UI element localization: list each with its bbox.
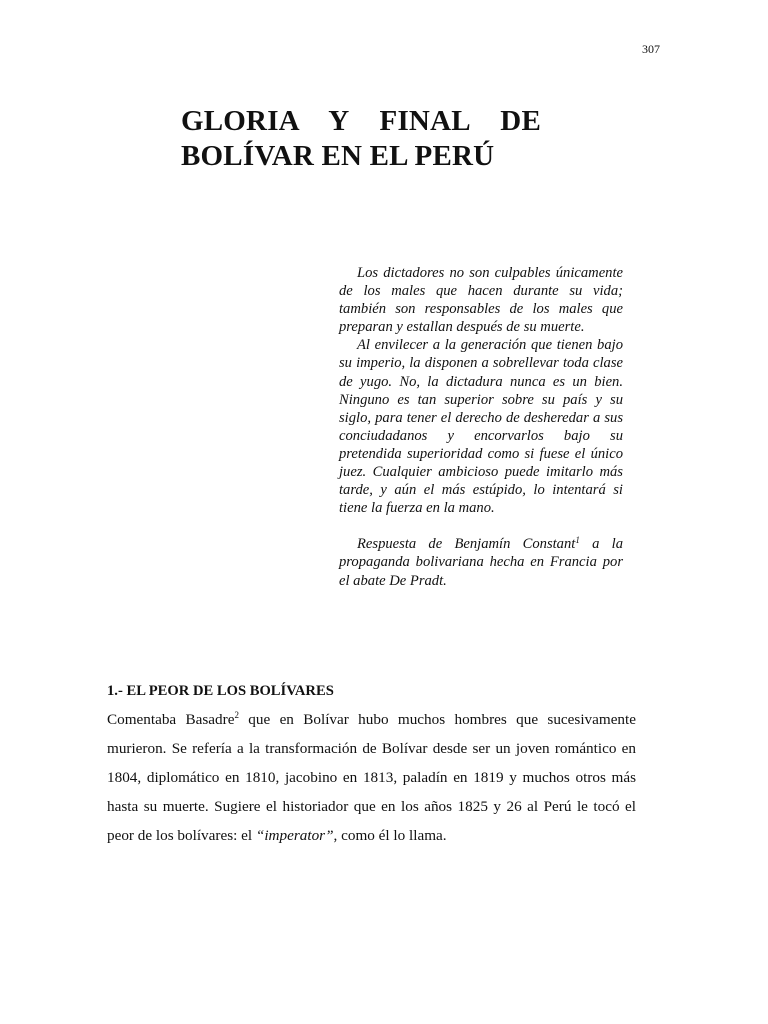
chapter-title-line-2: BOLÍVAR EN EL PERÚ [181,140,495,172]
epigraph-paragraph: Al envilecer a la generación que tienen bajo su imperio, la disponen a sobrellevar toda clase de yugo. No, la dictadura nunca es un bien. Ninguno es tan superior sobre su país y su siglo, para tener el derecho de desheredar a sus conciudadanos y encorvarlos bajo su pretendida superioridad como si fuese el único juez. Cualquier ambicioso puede imitarlo más tarde, y aún el más estúpido, lo intentará si tiene la fuerza en la mano. [339,337,623,517]
body-text: que en Bolívar hubo muchos hombres que sucesivamente murieron. Se refería a la transformación de Bolívar desde ser un joven romántico en 1804, diplomático en 1810, jacobino en 1813, paladín en 1819 y muchos otros más hasta su muerte. Sugiere el historiador que en los años 1825 y 26 al Perú le tocó el peor de los bolívares: el [107,711,636,844]
body-paragraph [107,705,636,850]
epigraph [339,264,623,590]
chapter-title [181,104,541,174]
page-number: 307 [642,42,660,56]
attribution-text: Respuesta de Benjamín Constant [357,536,576,553]
footnote-marker: 2 [234,710,239,720]
epigraph-paragraph: Los dictadores no son culpables únicamente de los males que hacen durante su vida; también son responsables de los males que preparan y estallan después de su muerte. [339,265,623,336]
body-text: Comentaba Basadre [107,711,235,728]
section-heading: 1.- EL PEOR DE LOS BOLÍVARES [107,683,334,699]
body-text: , como él lo llama. [333,827,447,844]
quoted-term: “imperator” [255,827,334,844]
epigraph-attribution [339,535,623,589]
footnote-marker: 1 [575,535,580,546]
chapter-title-line-1: GLORIA Y FINAL DE [181,105,541,137]
attribution-text: a la propaganda bolivariana hecha en Francia por el abate De Pradt. [339,536,623,589]
